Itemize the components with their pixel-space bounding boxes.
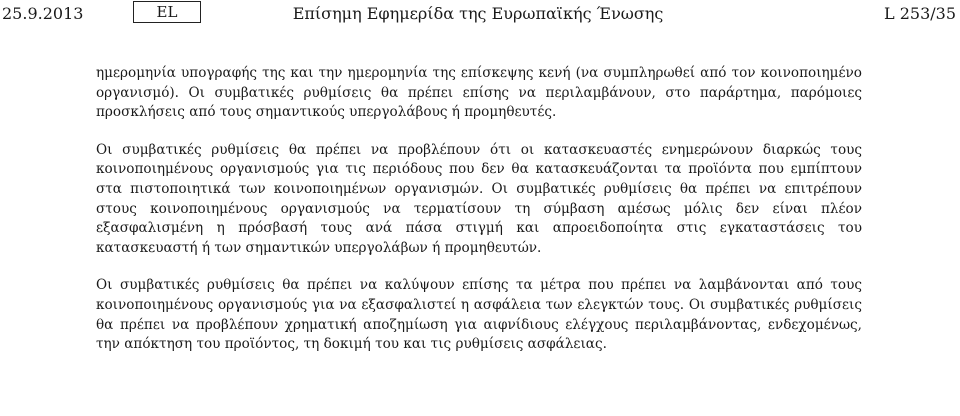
journal-title: Επίσημη Εφημερίδα της Ευρωπαϊκής Ένωσης [292,4,664,23]
paragraph-3: Οι συμβατικές ρυθμίσεις θα πρέπει να καλύψουν επίσης τα μέτρα που πρέπει να λαμβάνονται από τους κοινοποιημένους οργανισμούς για να εξασφαλιστεί η ασφάλεια των ελεγκτών τους. Οι συμβατικές ρυθμίσεις θα πρέπει να προβλέπουν χρηματική αποζημίωση για αιφνίδιους ελέγχους περιλαμβάνοντας, ενδεχομένως, την απόκτηση του προϊόντος, τη δοκιμή του και τις ρυθμίσεις ασφάλειας. [96,277,862,353]
paragraph-1: ημερομηνία υπογραφής της και την ημερομηνία της επίσκεψης κενή (να συμπληρωθεί από τον κοινοποιημένο οργανισμό). Οι συμβατικές ρυθμίσεις θα πρέπει επίσης να περιλαμβάνουν, στο παράρτημα, παρόμοιες προσκλήσεις από τους σημαντικούς υπεργολάβους ή προμηθευτές. [96,65,862,121]
paragraph-2: Οι συμβατικές ρυθμίσεις θα πρέπει να προβλέπουν ότι οι κατασκευαστές ενημερώνουν διαρκώς τους κοινοποιημένους οργανισμούς για τις περιόδους που δεν θα κατασκευάζονται τα προϊόντα που εμπίπτουν στα πιστοποιητικά των κοινοποιημένων οργανισμών. Οι συμβατικές ρυθμίσεις θα πρέπει να επιτρέπουν στους κοινοποιημένους οργανισμούς να τερματίσουν τη σύμβαση αμέσως μόλις δεν είναι πλέον εξασφαλισμένη η πρόσβασή τους ανά πάσα στιγμή και απροειδοποίητα στις εγκαταστάσεις του κατασκευαστή ή των σημαντικών υπεργολάβων ή προμηθευτών. [96,141,862,256]
language-code-box: EL [133,1,201,23]
page-reference: L 253/35 [884,4,956,23]
page-header [0,0,960,30]
publication-date: 25.9.2013 [2,4,84,23]
document-body [96,64,862,355]
